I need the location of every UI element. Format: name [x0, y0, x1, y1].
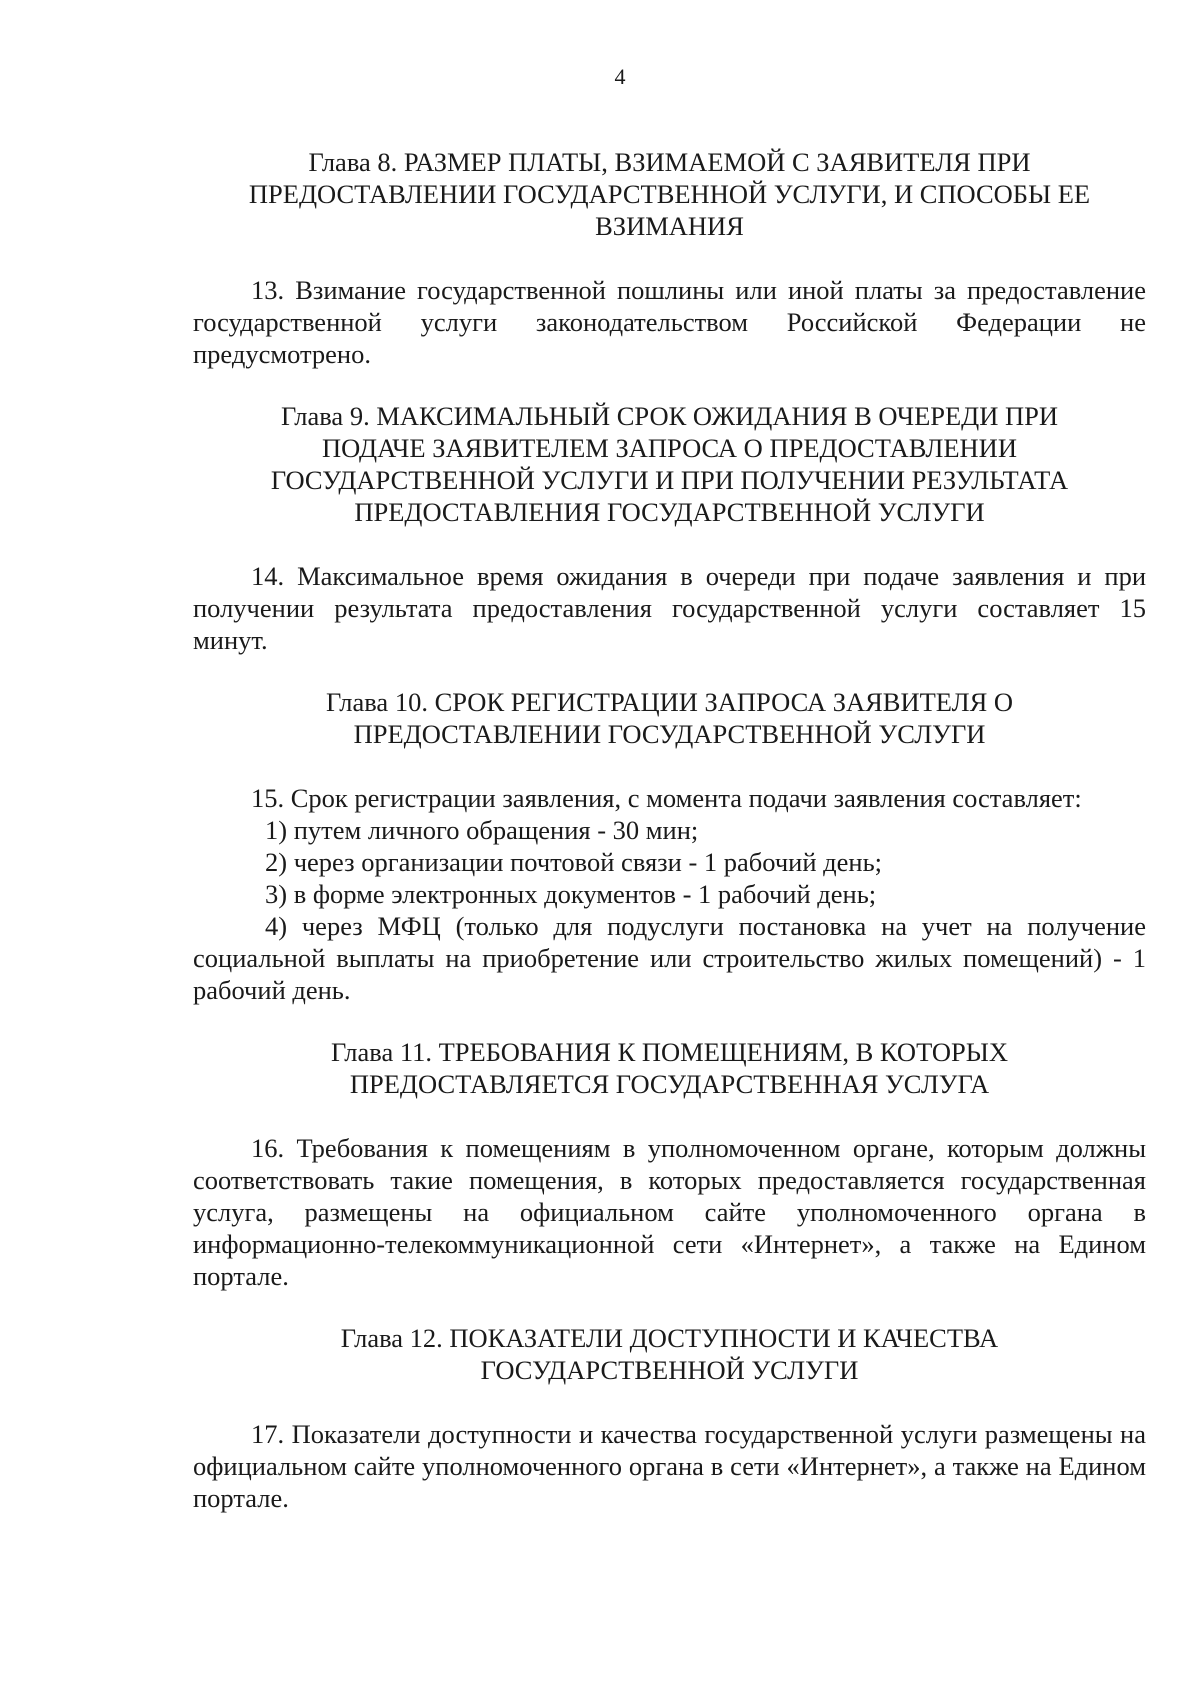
document-body: [193, 146, 1146, 1514]
chapter-9-title-line: Глава 9. МАКСИМАЛЬНЫЙ СРОК ОЖИДАНИЯ В ОЧЕРЕДИ ПРИ: [280, 401, 1059, 431]
chapter-9: [193, 400, 1146, 686]
chapter-12: [193, 1322, 1146, 1514]
chapter-9-title-line: ПРЕДОСТАВЛЕНИЯ ГОСУДАРСТВЕННОЙ УСЛУГИ: [354, 497, 985, 527]
chapter-9-title: [193, 400, 1146, 528]
chapter-10: [193, 686, 1146, 1036]
chapter-10-title-line: Глава 10. СРОК РЕГИСТРАЦИИ ЗАПРОСА ЗАЯВИТЕЛЯ О: [325, 687, 1014, 717]
chapter-8-title-line: ПРЕДОСТАВЛЕНИИ ГОСУДАРСТВЕННОЙ УСЛУГИ, И СПОСОБЫ ЕЕ: [248, 179, 1091, 209]
paragraph-16: 16. Требования к помещениям в уполномоченном органе, которым должны соответствовать такие помещения, в которых предоставляется государственная услуга, размещены на официальном сайте уполномоченного органа в информационно-телекоммуникационной сети «Интернет», а также на Едином портале.: [193, 1133, 1146, 1291]
chapter-9-title-line: ПОДАЧЕ ЗАЯВИТЕЛЕМ ЗАПРОСА О ПРЕДОСТАВЛЕНИИ: [322, 433, 1017, 463]
chapter-11-title-line: ПРЕДОСТАВЛЯЕТСЯ ГОСУДАРСТВЕННАЯ УСЛУГА: [349, 1069, 990, 1099]
list-item: 4) через МФЦ (только для подуслуги постановка на учет на получение социальной выплаты на приобретение или строительство жилых помещений) - 1 рабочий день.: [193, 911, 1146, 1005]
paragraph-14: 14. Максимальное время ожидания в очереди при подаче заявления и при получении результата предоставления государственной услуги составляет 15 минут.: [193, 561, 1146, 655]
chapter-9-title-line: ГОСУДАРСТВЕННОЙ УСЛУГИ И ПРИ ПОЛУЧЕНИИ РЕЗУЛЬТАТА: [270, 465, 1069, 495]
list-item: 1) путем личного обращения - 30 мин;: [265, 815, 699, 845]
chapter-10-title-line: ПРЕДОСТАВЛЕНИИ ГОСУДАРСТВЕННОЙ УСЛУГИ: [353, 719, 986, 749]
chapter-11-title-line: Глава 11. ТРЕБОВАНИЯ К ПОМЕЩЕНИЯМ, В КОТОРЫХ: [330, 1037, 1009, 1067]
paragraph-15: 15. Срок регистрации заявления, с момента подачи заявления составляет:: [251, 783, 1082, 813]
chapter-11: [193, 1036, 1146, 1322]
chapter-12-title-line: Глава 12. ПОКАЗАТЕЛИ ДОСТУПНОСТИ И КАЧЕСТВА: [340, 1323, 999, 1353]
chapter-8: [193, 146, 1146, 400]
chapter-12-title-line: ГОСУДАРСТВЕННОЙ УСЛУГИ: [480, 1355, 859, 1385]
chapter-8-title-line: ВЗИМАНИЯ: [595, 211, 744, 241]
chapter-8-title-line: Глава 8. РАЗМЕР ПЛАТЫ, ВЗИМАЕМОЙ С ЗАЯВИТЕЛЯ ПРИ: [308, 147, 1031, 177]
list-item: 2) через организации почтовой связи - 1 рабочий день;: [265, 847, 883, 877]
chapter-8-title: [193, 146, 1146, 242]
page-number: 4: [614, 64, 626, 89]
chapter-12-title: [193, 1322, 1146, 1386]
list-item: 3) в форме электронных документов - 1 рабочий день;: [265, 879, 877, 909]
chapter-11-title: [193, 1036, 1146, 1100]
paragraph-17: 17. Показатели доступности и качества государственной услуги размещены на официальном сайте уполномоченного органа в сети «Интернет», а также на Едином портале.: [193, 1419, 1146, 1513]
paragraph-13: 13. Взимание государственной пошлины или иной платы за предоставление государственной услуги законодательством Российской Федерации не предусмотрено.: [193, 275, 1146, 369]
chapter-10-title: [193, 686, 1146, 750]
